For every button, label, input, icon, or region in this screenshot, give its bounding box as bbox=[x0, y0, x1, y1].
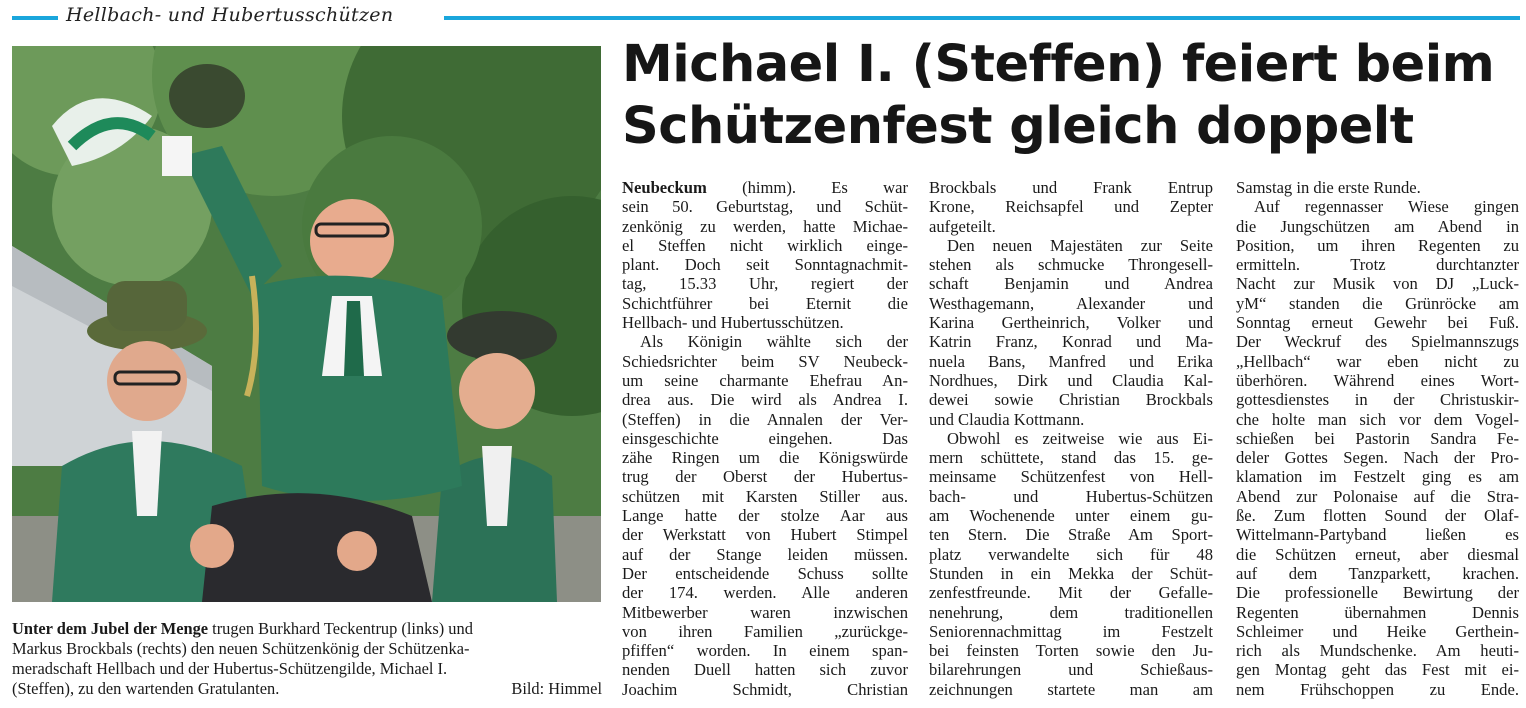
dateline-rest: (himm). Es war bbox=[706, 178, 908, 197]
article-line: mern schüttete, stand das 15. ge- bbox=[929, 448, 1213, 468]
article-line: sein 50. Geburtstag, und Schüt- bbox=[622, 197, 908, 217]
caption-lead: Unter dem Jubel der Menge bbox=[12, 619, 209, 638]
kicker-rule-right bbox=[444, 16, 1520, 20]
article-line bbox=[622, 178, 908, 197]
article-line: Krone, Reichsapfel und Zepter bbox=[929, 197, 1213, 217]
article-line: Joachim Schmidt, Christian bbox=[622, 679, 908, 699]
article-line: Position, um ihren Regenten zu bbox=[1236, 235, 1519, 255]
article-line: bei feinsten Torten sowie den Ju- bbox=[929, 641, 1213, 661]
article-line: zeichnungen startete man am bbox=[929, 679, 1213, 699]
article-line: Katrin Franz, Konrad und Ma- bbox=[929, 332, 1213, 352]
article-line: gottesdienstes in der Christuskir- bbox=[1236, 390, 1519, 410]
article-line: Als Königin wählte sich der bbox=[640, 332, 908, 352]
article-photo bbox=[12, 46, 601, 602]
article-line: einsgeschichte eingehen. Das bbox=[622, 428, 908, 448]
article-line: nuela Bans, Manfred und Erika bbox=[929, 351, 1213, 371]
article-line: deler Gottes Segen. Nach der Pro- bbox=[1236, 448, 1519, 468]
article-line: dewei sowie Christian Brockbals bbox=[929, 390, 1213, 410]
article-line: nem Frühschoppen zu Ende. bbox=[1236, 679, 1519, 699]
article-line: ten Stern. Die Straße Am Sport- bbox=[929, 525, 1213, 545]
article-line: Schiedsrichter beim SV Neubeck- bbox=[622, 351, 908, 371]
photo-illustration bbox=[12, 46, 601, 602]
article-line: die Schützen erneut, aber diesmal bbox=[1236, 544, 1519, 564]
headline-line-2: Schützenfest gleich doppelt bbox=[622, 97, 1414, 156]
caption-line-4 bbox=[12, 679, 602, 699]
article-line: aufgeteilt. bbox=[929, 216, 996, 236]
article-line: die Jungschützen am Abend in bbox=[1236, 216, 1519, 236]
article-line: Wittelmann-Partyband ließen es bbox=[1236, 525, 1519, 545]
article-line: der 174. werden. Alle anderen bbox=[622, 583, 908, 603]
article-column-2 bbox=[929, 178, 1213, 699]
headline-line-1: Michael I. (Steffen) feiert beim bbox=[622, 35, 1495, 94]
article-line: zähe Ringen um die Königswürde bbox=[622, 448, 908, 468]
caption-line-3: meradschaft Hellbach und der Hubertus-Schützengilde, Michael I. bbox=[12, 659, 448, 678]
article-line: stehen als schmucke Throngesell- bbox=[929, 255, 1213, 275]
article-line: platz verwandelte sich für 48 bbox=[929, 544, 1213, 564]
kicker-rule-left bbox=[12, 16, 58, 20]
article-line: auf der Stange leiden müssen. bbox=[622, 544, 908, 564]
article-line: am Wochenende unter einem gu- bbox=[929, 506, 1213, 526]
article-line: drea aus. Die wird als Andrea I. bbox=[622, 390, 908, 410]
article-line: der Werkstatt von Hubert Stimpel bbox=[622, 525, 908, 545]
article-line: bilarehrungen und Schießaus- bbox=[929, 660, 1213, 680]
article-line: (Steffen) in die Annalen der Ver- bbox=[622, 409, 908, 429]
article-line: Nordhues, Dirk und Claudia Kal- bbox=[929, 370, 1213, 390]
article-line: überhören. Während eines Wort- bbox=[1236, 370, 1519, 390]
article-line: Obwohl es zeitweise wie aus Ei- bbox=[947, 428, 1213, 448]
article-line: „Hellbach“ war eben nicht zu bbox=[1236, 351, 1519, 371]
article-line: Schleimer und Heike Gerthein- bbox=[1236, 621, 1519, 641]
article-line: Stunden in ein Mekka der Schüt- bbox=[929, 563, 1213, 583]
article-column-1 bbox=[622, 178, 908, 699]
article-line: Brockbals und Frank Entrup bbox=[929, 178, 1213, 197]
article-line: tag, 15.33 Uhr, regiert der bbox=[622, 274, 908, 294]
article-line: gen Montag geht das Fest mit ei- bbox=[1236, 660, 1519, 680]
article-line: nenden Duell hatten sich zuvor bbox=[622, 660, 908, 680]
article-line: von ihren Familien „zurückge- bbox=[622, 621, 908, 641]
article-line: zenfestfreunde. Mit der Gefalle- bbox=[929, 583, 1213, 603]
article-line: plant. Doch seit Sonntagnachmit- bbox=[622, 255, 908, 275]
article-line: auf dem Tanzparkett, krachen. bbox=[1236, 563, 1519, 583]
article-line: trug der Oberst der Hubertus- bbox=[622, 467, 908, 487]
article-line: Samstag in die erste Runde. bbox=[1236, 178, 1421, 197]
article-line: meinsame Schützenfest von Hell- bbox=[929, 467, 1213, 487]
article-line: und Claudia Kottmann. bbox=[929, 409, 1085, 429]
article-line: schützen mit Karsten Stiller aus. bbox=[622, 486, 908, 506]
photo-caption bbox=[12, 619, 602, 699]
article-line: Mitbewerber waren inzwischen bbox=[622, 602, 908, 622]
article-line: klamation im Festzelt ging es am bbox=[1236, 467, 1519, 487]
article-line: Nacht zur Musik von DJ „Luck- bbox=[1236, 274, 1519, 294]
article-column-3 bbox=[1236, 178, 1519, 699]
article-line: Hellbach- und Hubertusschützen. bbox=[622, 313, 844, 333]
article-line: Auf regennasser Wiese gingen bbox=[1254, 197, 1519, 217]
caption-line-1 bbox=[12, 619, 602, 639]
article-line: schießen bei Pastorin Sandra Fe- bbox=[1236, 428, 1519, 448]
article-line: Der Weckruf des Spielmannszugs bbox=[1236, 332, 1519, 352]
caption-line-4-text: (Steffen), zu den wartenden Gratulanten. bbox=[12, 679, 280, 698]
article-line: ße. Zum flotten Sound der Olaf- bbox=[1236, 506, 1519, 526]
article-line: ermitteln. Trotz durchtanzter bbox=[1236, 255, 1519, 275]
dateline: Neubeckum bbox=[622, 178, 707, 197]
article-line: pfiffen“ worden. In einem span- bbox=[622, 641, 908, 661]
article-line: Regenten übernahmen Dennis bbox=[1236, 602, 1519, 622]
article-line: Der entscheidende Schuss sollte bbox=[622, 563, 908, 583]
article-line: Westhagemann, Alexander und bbox=[929, 293, 1213, 313]
caption-line-1-rest: trugen Burkhard Teckentrup (links) und bbox=[208, 619, 473, 638]
article-line: Karina Gertheinrich, Volker und bbox=[929, 313, 1213, 333]
article-line: Die professionelle Bewirtung der bbox=[1236, 583, 1519, 603]
article-line: Lange hatte der stolze Aar aus bbox=[622, 506, 908, 526]
article-line: nenehrung, dem traditionellen bbox=[929, 602, 1213, 622]
article-line: yM“ standen die Grünröcke am bbox=[1236, 293, 1519, 313]
article-line: Seniorennachmittag im Festzelt bbox=[929, 621, 1213, 641]
article-line: el Steffen nicht wirklich einge- bbox=[622, 235, 908, 255]
article-line: schaft Benjamin und Andrea bbox=[929, 274, 1213, 294]
article-line: Schichtführer bei Eternit die bbox=[622, 293, 908, 313]
article-line: um seine charmante Ehefrau An- bbox=[622, 370, 908, 390]
article-line: rich als Mundschenke. Am heuti- bbox=[1236, 641, 1519, 661]
article-line: bach- und Hubertus-Schützen bbox=[929, 486, 1213, 506]
article-line: Sonntag erneut Gewehr bei Fuß. bbox=[1236, 313, 1519, 333]
article-line: Den neuen Majestäten zur Seite bbox=[947, 235, 1213, 255]
photo-credit: Bild: Himmel bbox=[511, 679, 602, 698]
article-line: zenkönig zu werden, hatte Michae- bbox=[622, 216, 908, 236]
caption-line-2: Markus Brockbals (rechts) den neuen Schützenkönig der Schützenka- bbox=[12, 639, 470, 658]
headline bbox=[622, 34, 1522, 158]
kicker: Hellbach- und Hubertusschützen bbox=[66, 4, 394, 26]
article-line: Abend zur Polonaise auf die Stra- bbox=[1236, 486, 1519, 506]
article-line: che holte man sich vor dem Vogel- bbox=[1236, 409, 1519, 429]
